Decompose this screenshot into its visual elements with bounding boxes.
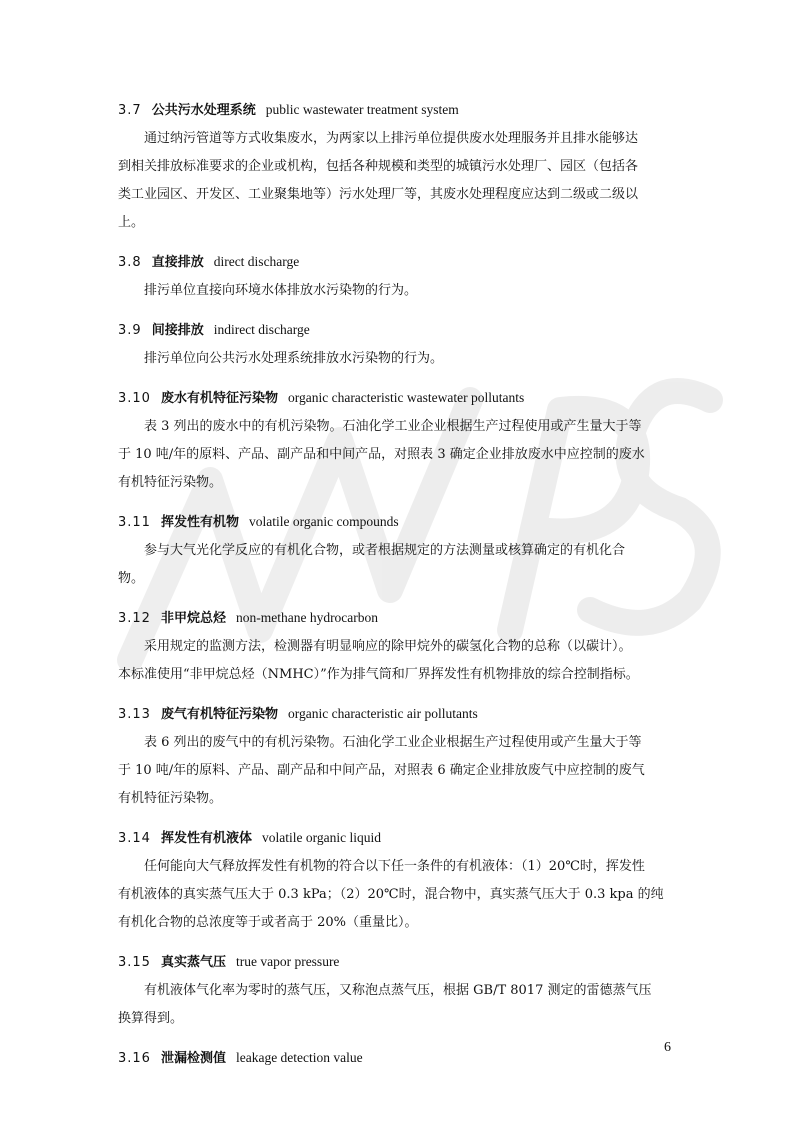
term-heading [118, 951, 678, 974]
definition-line: 参与大气光化学反应的有机化合物，或者根据规定的方法测量或核算确定的有机化合 [144, 543, 626, 558]
term-english: organic characteristic air pollutants [287, 706, 478, 721]
term-chinese: 废水有机特征污染物 [160, 391, 278, 406]
term-heading [118, 511, 678, 534]
term-english: organic characteristic wastewater pollutants [287, 390, 525, 405]
term-definition [118, 277, 678, 305]
term-number: 3.15 [118, 955, 151, 970]
term-chinese: 直接排放 [151, 255, 204, 270]
term-definition [118, 413, 678, 497]
definition-line: 上。 [118, 215, 145, 230]
definition-line: 于 10 吨/年的原料、产品、副产品和中间产品，对照表 6 确定企业排放废气中应控制的废气 [118, 763, 645, 778]
term-chinese: 泄漏检测值 [160, 1051, 226, 1066]
term-definition [118, 537, 678, 593]
term-number: 3.8 [118, 255, 142, 270]
term-heading [118, 1047, 678, 1070]
term-section [118, 607, 678, 703]
term-english: public wastewater treatment system [265, 102, 459, 117]
term-section [118, 99, 678, 251]
term-number: 3.14 [118, 831, 151, 846]
term-number: 3.12 [118, 611, 151, 626]
term-section [118, 1047, 678, 1070]
term-section [118, 827, 678, 951]
term-chinese: 非甲烷总烃 [160, 611, 226, 626]
term-chinese: 挥发性有机液体 [160, 831, 252, 846]
term-heading [118, 251, 678, 274]
term-definition [118, 853, 678, 937]
term-english: leakage detection value [235, 1050, 363, 1065]
definition-line: 通过纳污管道等方式收集废水，为两家以上排污单位提供废水处理服务并且排水能够达 [144, 131, 639, 146]
term-section [118, 251, 678, 319]
term-definition [118, 633, 678, 689]
term-definition [118, 729, 678, 813]
definition-line: 物。 [118, 571, 145, 586]
term-chinese: 挥发性有机物 [160, 515, 239, 530]
definition-line: 类工业园区、开发区、工业聚集地等）污水处理厂等，其废水处理程度应达到二级或二级以 [118, 187, 639, 202]
definition-line: 排污单位直接向环境水体排放水污染物的行为。 [144, 283, 418, 298]
term-heading [118, 607, 678, 630]
term-chinese: 真实蒸气压 [160, 955, 226, 970]
definition-line: 表 6 列出的废气中的有机污染物。石油化学工业企业根据生产过程使用或产生量大于等 [144, 735, 642, 750]
term-chinese: 间接排放 [151, 323, 204, 338]
definition-line: 表 3 列出的废水中的有机污染物。石油化学工业企业根据生产过程使用或产生量大于等 [144, 419, 642, 434]
term-english: direct discharge [213, 254, 300, 269]
term-definition [118, 345, 678, 373]
term-section [118, 387, 678, 511]
term-heading [118, 319, 678, 342]
definition-line: 到相关排放标准要求的企业或机构，包括各种规模和类型的城镇污水处理厂、园区（包括各 [118, 159, 639, 174]
definition-line: 有机特征污染物。 [118, 791, 223, 806]
term-heading [118, 827, 678, 850]
term-number: 3.10 [118, 391, 151, 406]
definition-line: 本标准使用“非甲烷总烃（NMHC）”作为排气筒和厂界挥发性有机物排放的综合控制指标。 [118, 667, 639, 682]
definition-line: 有机液体气化率为零时的蒸气压，又称泡点蒸气压，根据 GB/T 8017 测定的雷德蒸气压 [144, 983, 652, 998]
term-number: 3.11 [118, 515, 151, 530]
definition-line: 换算得到。 [118, 1011, 184, 1026]
definition-line: 有机特征污染物。 [118, 475, 223, 490]
term-heading [118, 387, 678, 410]
definition-line: 有机液体的真实蒸气压大于 0.3 kPa；（2）20℃时，混合物中，真实蒸气压大于 0.3 kpa 的纯 [118, 887, 664, 902]
term-number: 3.7 [118, 103, 142, 118]
term-number: 3.16 [118, 1051, 151, 1066]
term-section [118, 319, 678, 387]
term-english: volatile organic liquid [261, 830, 381, 845]
definition-line: 有机化合物的总浓度等于或者高于 20%（重量比）。 [118, 915, 418, 930]
definition-line: 任何能向大气释放挥发性有机物的符合以下任一条件的有机液体：（1）20℃时，挥发性 [144, 859, 645, 874]
term-heading [118, 99, 678, 122]
term-section [118, 703, 678, 827]
page-number: 6 [664, 1040, 671, 1055]
term-number: 3.9 [118, 323, 142, 338]
term-english: non-methane hydrocarbon [235, 610, 379, 625]
term-number: 3.13 [118, 707, 151, 722]
term-heading [118, 703, 678, 726]
term-section [118, 511, 678, 607]
term-english: indirect discharge [213, 322, 310, 337]
definition-line: 采用规定的监测方法，检测器有明显响应的除甲烷外的碳氢化合物的总称（以碳计）。 [144, 639, 632, 654]
definition-line: 排污单位向公共污水处理系统排放水污染物的行为。 [144, 351, 444, 366]
term-definition [118, 977, 678, 1033]
document-body [118, 99, 678, 1070]
term-chinese: 废气有机特征污染物 [160, 707, 278, 722]
term-definition [118, 125, 678, 237]
term-chinese: 公共污水处理系统 [151, 103, 256, 118]
term-english: volatile organic compounds [248, 514, 399, 529]
definition-line: 于 10 吨/年的原料、产品、副产品和中间产品，对照表 3 确定企业排放废水中应控制的废水 [118, 447, 645, 462]
term-section [118, 951, 678, 1047]
term-english: true vapor pressure [235, 954, 340, 969]
